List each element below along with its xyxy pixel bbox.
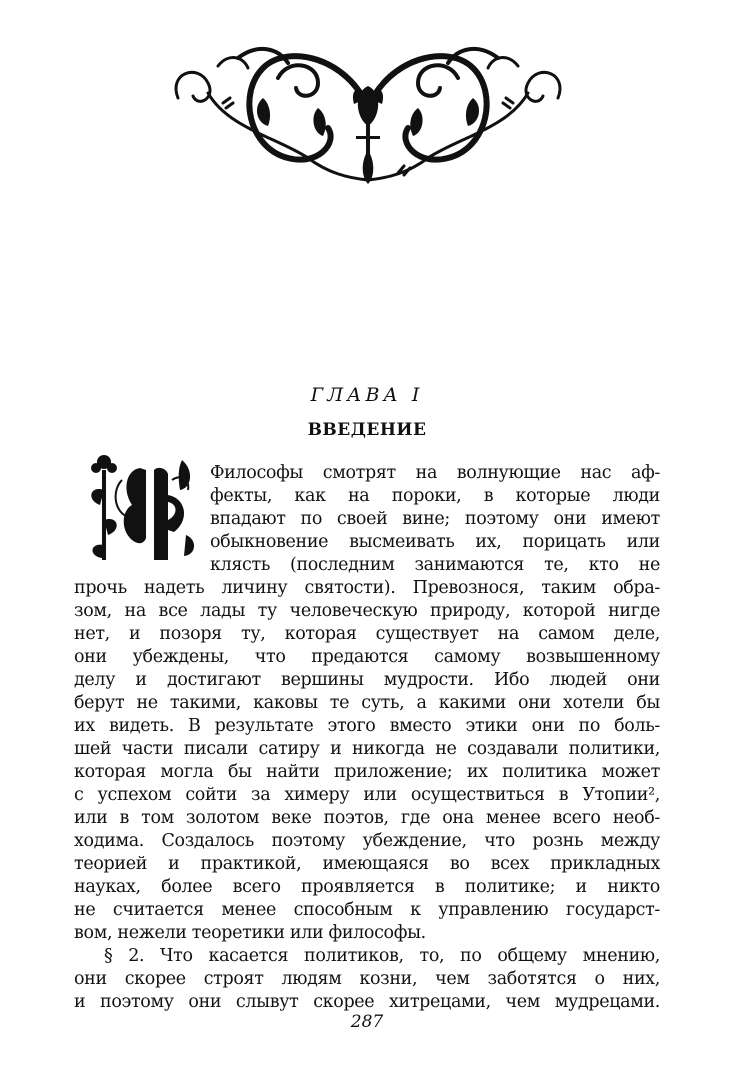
text-line: нет, и позоря ту, которая существует на самом деле, bbox=[74, 624, 660, 644]
text-line: фекты, как на пороки, в которые люди bbox=[210, 486, 660, 506]
text-line: с успехом сойти за химеру или осуществиться в Утопии², bbox=[74, 785, 660, 805]
text-line: § 2. Что касается политиков, то, по общему мнению, bbox=[104, 946, 660, 966]
chapter-label: ГЛАВА I bbox=[310, 384, 424, 406]
text-line: шей части писали сатиру и никогда не создавали политики, bbox=[74, 739, 660, 759]
text-line: и поэтому они слывут скорее хитрецами, чем мудрецами. bbox=[74, 992, 660, 1012]
text-line: или в том золотом веке поэтов, где она менее всего необ- bbox=[74, 808, 660, 828]
decorative-ornament bbox=[168, 38, 568, 188]
text-line: они скорее строят людям козни, чем заботятся о них, bbox=[74, 969, 660, 989]
text-line: делу и достигают вершины мудрости. Ибо людей они bbox=[74, 670, 660, 690]
text-line: обыкновение высмеивать их, порицать или bbox=[210, 532, 660, 552]
text-line: впадают по своей вине; поэтому они имеют bbox=[210, 509, 660, 529]
text-line: прочь надеть личину святости). Превознося, таким обра- bbox=[74, 578, 660, 598]
text-line: науках, более всего проявляется в политике; и никто bbox=[74, 877, 660, 897]
text-line: их видеть. В результате этого вместо этики они по боль- bbox=[74, 716, 660, 736]
text-line: ходима. Создалось поэтому убеждение, что рознь между bbox=[74, 831, 660, 851]
text-line: Философы смотрят на волнующие нас аф- bbox=[210, 463, 660, 483]
text-line: которая могла бы найти приложение; их политика может bbox=[74, 762, 660, 782]
text-line: не считается менее способным к управлению государст- bbox=[74, 900, 660, 920]
text-line: они убеждены, что предаются самому возвышенному bbox=[74, 647, 660, 667]
text-line: клясть (последним занимаются те, кто не bbox=[210, 555, 660, 575]
text-line: вом, нежели теоретики или философы. bbox=[74, 923, 426, 943]
text-line: теорией и практикой, имеющаяся во всех прикладных bbox=[74, 854, 660, 874]
chapter-title: ВВЕДЕНИЕ bbox=[307, 420, 427, 440]
text-line: зом, на все лады ту человеческую природу, которой нигде bbox=[74, 601, 660, 621]
drop-cap-ornament bbox=[82, 450, 200, 562]
page-number: 287 bbox=[350, 1012, 384, 1032]
text-line: берут не такими, каковы те суть, а какими они хотели бы bbox=[74, 693, 660, 713]
